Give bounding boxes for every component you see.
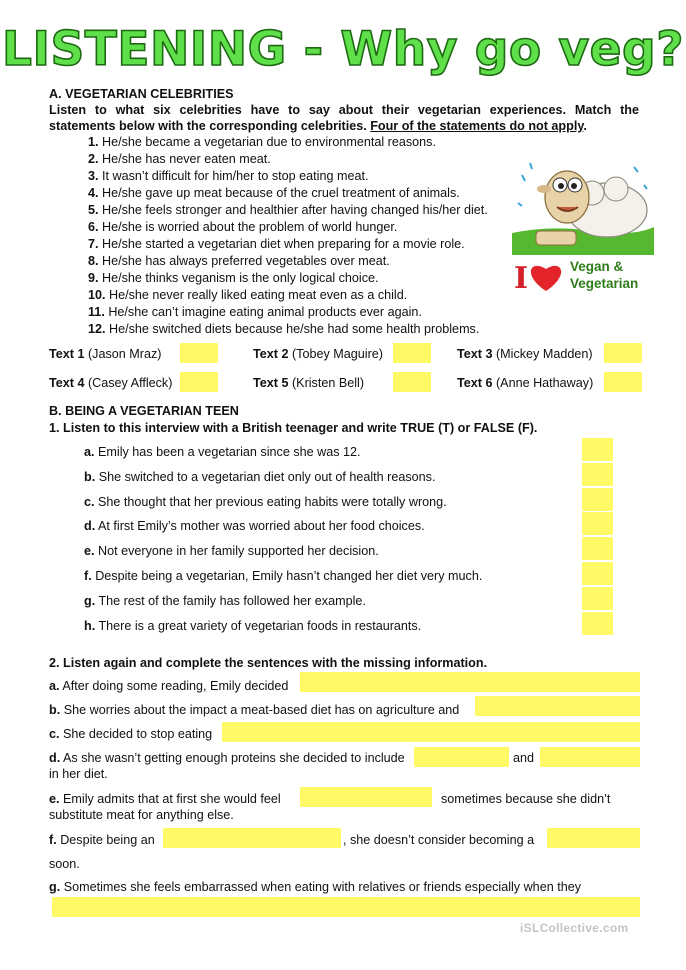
answer-blank-d1[interactable] <box>414 747 509 767</box>
text-label: Text 6 (Anne Hathaway) <box>457 376 594 390</box>
question-1: 1. Listen to this interview with a British teenager and write TRUE (T) or FALSE (F). <box>49 421 538 435</box>
statement-item: 11. He/she can’t imagine eating animal products ever again. <box>88 305 422 319</box>
statement-item: 12. He/she switched diets because he/she had some health problems. <box>88 322 480 336</box>
badge-line2: Vegetarian <box>570 276 639 291</box>
answer-blank-f1[interactable] <box>163 828 341 848</box>
statement-item: 10. He/she never really liked eating meat even as a child. <box>88 288 408 302</box>
sentence-e-tail: sometimes because she didn’t <box>441 792 611 806</box>
answer-blank-a[interactable] <box>300 672 640 692</box>
tf-answer-box[interactable] <box>582 537 613 560</box>
badge-i: I <box>514 261 529 296</box>
sentence-f-mid: , she doesn’t consider becoming a <box>343 833 535 847</box>
text-label: Text 1 (Jason Mraz) <box>49 347 162 361</box>
sentence-g: g. Sometimes she feels embarrassed when eating with relatives or friends especially when they <box>49 880 581 894</box>
section-a-heading: A. VEGETARIAN CELEBRITIES <box>49 87 234 101</box>
tf-statement: c. She thought that her previous eating habits were totally wrong. <box>84 494 447 509</box>
tf-statement: b. She switched to a vegetarian diet only out of health reasons. <box>84 469 436 484</box>
tf-answer-box[interactable] <box>582 488 613 511</box>
sentence-e-line2: substitute meat for anything else. <box>49 808 234 822</box>
sentence-f: f. Despite being an <box>49 833 155 847</box>
text-label: Text 3 (Mickey Madden) <box>457 347 593 361</box>
statement-item: 7. He/she started a vegetarian diet when preparing for a movie role. <box>88 237 465 251</box>
tf-answer-box[interactable] <box>582 587 613 610</box>
answer-blank-e[interactable] <box>300 787 432 807</box>
answer-blank-g[interactable] <box>52 897 640 917</box>
text-label: Text 5 (Kristen Bell) <box>253 376 365 390</box>
statement-item: 1. He/she became a vegetarian due to environmental reasons. <box>88 135 436 149</box>
statement-item: 6. He/she is worried about the problem of world hunger. <box>88 220 398 234</box>
text-label: Text 4 (Casey Affleck) <box>49 376 173 390</box>
tf-statement: d. At first Emily’s mother was worried about her food choices. <box>84 519 425 534</box>
text-answer-box[interactable] <box>393 372 431 392</box>
tf-statement: a. Emily has been a vegetarian since she was 12. <box>84 445 361 459</box>
tf-statement: h. There is a great variety of vegetarian foods in restaurants. <box>84 618 422 633</box>
vegan-vegetarian-badge <box>512 155 654 297</box>
sentence-d: d. As she wasn’t getting enough proteins she decided to include <box>49 751 405 765</box>
sentence-a: a. After doing some reading, Emily decided <box>49 679 289 693</box>
badge-line1: Vegan & <box>570 259 624 274</box>
tf-answer-box[interactable] <box>582 438 613 461</box>
statement-item: 4. He/she gave up meat because of the cruel treatment of animals. <box>88 186 460 200</box>
statement-item: 3. It wasn’t difficult for him/her to stop eating meat. <box>88 169 369 183</box>
sentence-c: c. She decided to stop eating <box>49 727 213 741</box>
text-answer-box[interactable] <box>604 343 642 363</box>
sentence-d-and: and <box>513 751 535 765</box>
badge-text <box>512 255 654 297</box>
statement-item: 2. He/she has never eaten meat. <box>88 152 271 166</box>
text-answer-box[interactable] <box>604 372 642 392</box>
section-b-heading: B. BEING A VEGETARIAN TEEN <box>49 404 239 418</box>
tf-answer-box[interactable] <box>582 562 613 585</box>
text-answer-box[interactable] <box>180 343 218 363</box>
statement-item: 9. He/she thinks veganism is the only logical choice. <box>88 271 379 285</box>
sentence-d-line2: in her diet. <box>49 767 108 781</box>
tf-answer-box[interactable] <box>582 612 613 635</box>
text-answer-box[interactable] <box>393 343 431 363</box>
statement-item: 5. He/she feels stronger and healthier after having changed his/her diet. <box>88 203 488 217</box>
tf-statement: e. Not everyone in her family supported her decision. <box>84 544 379 559</box>
answer-blank-c[interactable] <box>222 722 640 742</box>
sentence-f-line2: soon. <box>49 857 80 871</box>
page-title: LISTENING - Why go veg? <box>2 22 684 77</box>
question-2: 2. Listen again and complete the sentences with the missing information. <box>49 656 488 670</box>
answer-blank-f2[interactable] <box>547 828 640 848</box>
section-a-instructions: Listen to what six celebrities have to say about their vegetarian experiences. Match the statements below with the corresponding celebrities. Four of the statements do not apply. <box>49 103 639 133</box>
tf-statement: g. The rest of the family has followed her example. <box>84 593 366 608</box>
sentence-b: b. She worries about the impact a meat-based diet has on agriculture and <box>49 703 460 717</box>
heart-icon <box>528 259 564 293</box>
sentence-e: e. Emily admits that at first she would feel <box>49 792 281 806</box>
text-answer-box[interactable] <box>180 372 218 392</box>
footer-watermark: iSLCollective.com <box>520 921 629 935</box>
tf-answer-box[interactable] <box>582 512 613 535</box>
answer-blank-d2[interactable] <box>540 747 640 767</box>
statement-item: 8. He/she has always preferred vegetables over meat. <box>88 254 390 268</box>
answer-blank-b[interactable] <box>475 696 640 716</box>
tf-statement: f. Despite being a vegetarian, Emily hasn’t changed her diet very much. <box>84 569 483 583</box>
text-label: Text 2 (Tobey Maguire) <box>253 347 383 361</box>
tf-answer-box[interactable] <box>582 463 613 486</box>
